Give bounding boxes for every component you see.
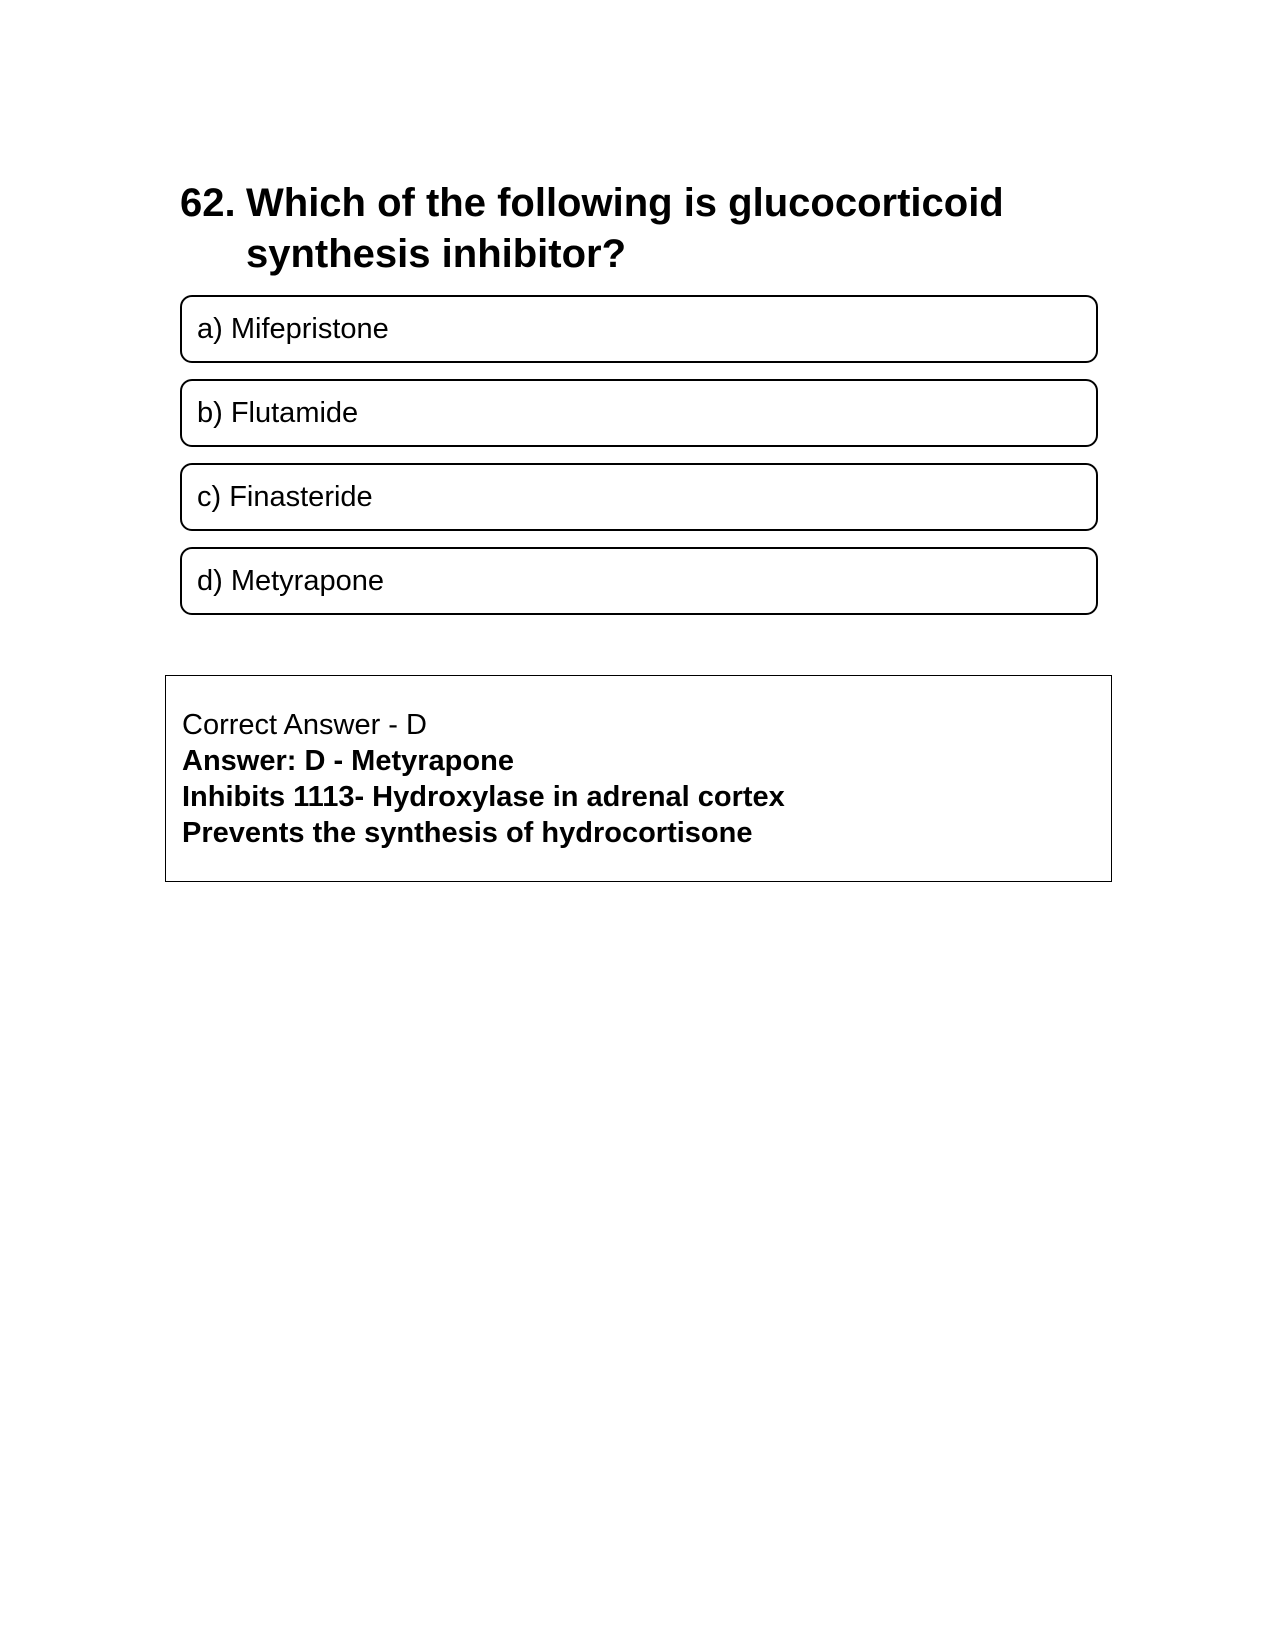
option-d[interactable] — [180, 547, 1098, 615]
options-list — [180, 295, 1098, 631]
explanation-line-1: Inhibits 1113- Hydroxylase in adrenal cortex — [182, 781, 785, 813]
question-number: 62. — [180, 181, 236, 225]
question — [180, 178, 1080, 280]
option-c[interactable] — [180, 463, 1098, 531]
answer-line: Answer: D - Metyrapone — [182, 745, 514, 777]
answer-box — [165, 675, 1112, 882]
option-label: b) Flutamide — [197, 396, 359, 429]
correct-answer: Correct Answer - D — [182, 709, 427, 741]
option-label: a) Mifepristone — [197, 312, 389, 345]
option-label: c) Finasteride — [197, 480, 373, 513]
option-a[interactable] — [180, 295, 1098, 363]
option-b[interactable] — [180, 379, 1098, 447]
explanation-line-2: Prevents the synthesis of hydrocortisone — [182, 817, 753, 849]
question-text: Which of the following is glucocorticoid synthesis inhibitor? — [246, 181, 1004, 276]
option-label: d) Metyrapone — [197, 564, 384, 597]
